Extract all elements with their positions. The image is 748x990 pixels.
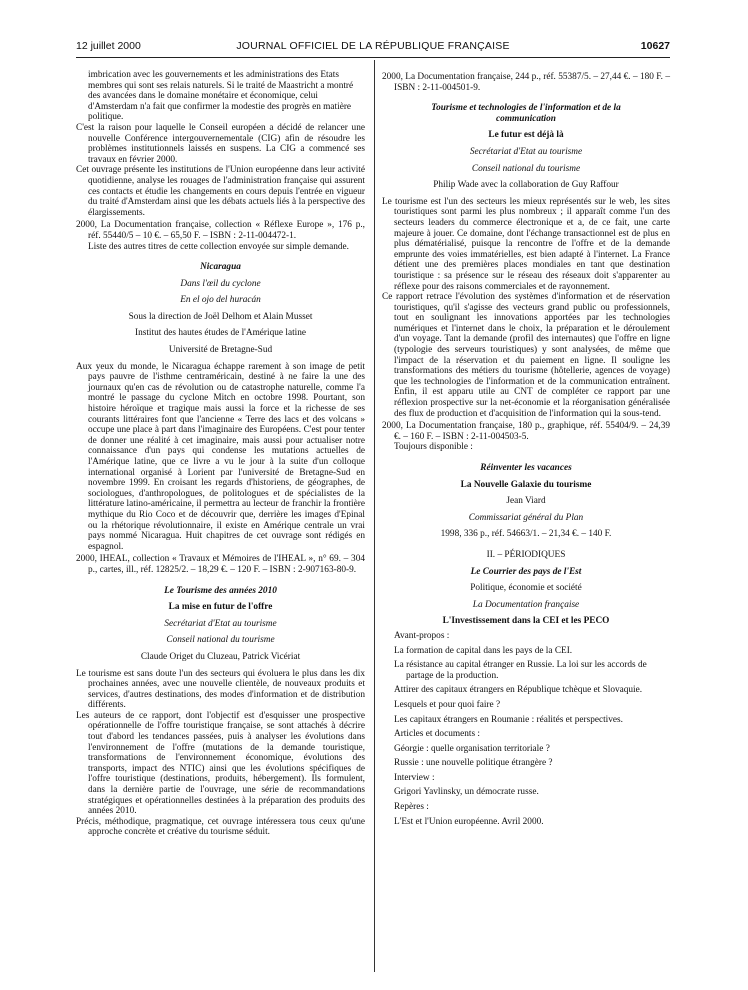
europe-paragraph: C'est la raison pour laquelle le Conseil européen a décidé de relancer une nouvelle Conférence intergouvernementale (CIG) afin de résoudre les problèmes institutionnels laissés en suspens. La CIG a commencé ses travaux en février 2000. [76, 122, 365, 165]
periodical-publisher: La Documentation française [472, 599, 580, 610]
page-header [76, 40, 670, 56]
contents-item: La résistance au capital étranger en Russie. La loi sur les accords de partage de la production. [394, 660, 647, 681]
periodical-issue: L'Investissement dans la CEI et les PECO [442, 616, 610, 627]
contents-item: Attirer des capitaux étrangers en République tchèque et Slovaquie. [394, 685, 643, 696]
europe-paragraph: imbrication avec les gouvernements et les administrations des Etats membres qui sont ses relais naturels. Si le traité de Maastricht a montré des avancées dans le domaine monétaire et économique, celui d'Amsterdam n'a fait que confirmer la modestie des progrès en matière politique. [88, 70, 354, 123]
europe-reference: 2000, La Documentation française, collection « Réflexe Europe », 176 p., réf. 55440/5 – 10 €. – 65,50 F. – ISBN : 2-11-004472-1. [76, 220, 365, 241]
tic-available: Toujours disponible : [394, 442, 473, 453]
tourisme-2010-subtitle: La mise en futur de l'offre [168, 602, 273, 613]
europe-paragraph: Cet ouvrage présente les institutions de l'Union européenne dans leur activité quotidienne, analyse les rouages de l'administration française qui assurent ces contacts et étudie les changements en cours depuis l'entrée en vigueur du traité d'Amsterdam ainsi que les débats actuels liés à la perspective des élargissements. [76, 165, 365, 218]
periodical-contents [382, 631, 670, 827]
top-reference: 2000, La Documentation française, 244 p., réf. 55387/5. – 27,44 €. – 180 F. – ISBN : 2-11-004501-9. [382, 72, 670, 93]
contents-item: La formation de capital dans les pays de la CEI. [394, 645, 573, 656]
contents-item: Les capitaux étrangers en Roumanie : réalités et perspectives. [394, 714, 623, 725]
tourisme-2010-council: Conseil national du tourisme [166, 635, 275, 646]
nicaragua-subtitle: Dans l'œil du cyclone [180, 278, 261, 289]
tic-secretariat: Secrétariat d'Etat au tourisme [469, 146, 583, 157]
tourisme-2010-title: Le Tourisme des années 2010 [164, 585, 277, 596]
contents-item: Interview : [394, 772, 435, 783]
tic-authors: Philip Wade avec la collaboration de Guy Raffour [433, 180, 619, 191]
header-date: 12 juillet 2000 [76, 40, 141, 52]
contents-item: Grigori Yavlinsky, un démocrate russe. [394, 787, 539, 798]
tourisme-2010-paragraph: Le tourisme est sans doute l'un des secteurs qui évoluera le plus dans les dix prochaines années, avec une nouvelle clientèle, de nouveaux produits et services, d'autres destinations, des modes d'information et de distribution différents. [76, 668, 365, 711]
tic-council: Conseil national du tourisme [471, 163, 581, 174]
vacances-subtitle: La Nouvelle Galaxie du tourisme [460, 479, 592, 490]
column-separator [374, 60, 375, 972]
contents-item: Articles et documents : [394, 729, 480, 740]
contents-item: Lesquels et pour quoi faire ? [394, 699, 501, 710]
nicaragua-reference: 2000, IHEAL, collection « Travaux et Mémoires de l'IHEAL », n° 69. – 304 p., cartes, ill., réf. 12825/2. – 18,29 €. – 120 F. – ISBN : 2-907163-80-9. [76, 554, 365, 575]
tic-paragraph: Ce rapport retrace l'évolution des systèmes d'information et de réservation touristiques, qu'il s'agisse des vecteurs grand public ou professionnels, tout en soulignant les innovations apportées par les technologies numériques et l'internet dans le choix, la préparation et le déroulement d'un voyage. Tant la demande (profil des internautes) que l'offre en ligne (typologie des serveurs touristiques) y sont analysées, de même que l'impact de la réservation et du paiement en ligne. Il souligne les transformations des métiers du tourisme (hôtellerie, agences de voyage) que les technologies de l'information et de la communication entraînent. Enfin, il est apparu utile au CNT de compléter ce rapport par une réflexion prospective sur la net-économie et la réorganisation généralisée des flux de production et d'acquisition de l'information qui la sous-tend. [382, 292, 670, 419]
periodical-title: Le Courrier des pays de l'Est [470, 566, 582, 577]
vacances-title: Réinventer les vacances [480, 463, 572, 473]
left-column [76, 70, 365, 838]
nicaragua-university: Université de Bretagne-Sud [168, 345, 273, 356]
europe-list-note: Liste des autres titres de cette collection envoyée sur simple demande. [88, 241, 349, 252]
nicaragua-direction: Sous la direction de Joël Delhom et Alain Musset [128, 311, 313, 322]
nicaragua-title: Nicaragua [200, 262, 241, 273]
contents-item: Avant-propos : [394, 630, 450, 641]
tic-paragraph: Le tourisme est l'un des secteurs les mieux représentés sur le web, les sites touristiques sont parmi les plus nombreux ; il apparaît comme l'un des secteurs leaders du commerce électronique et a, de ce fait, une carte majeure à jouer. Ce domaine, dont l'échange transactionnel est de plus en plus dématérialisé, puisque la rencontre de l'offre et de la demande emprunte des voies immatérielles, est bien adapté à l'internet. La France détient une des premières places mondiales en tant que destination touristique : sa présence sur le réseau des réseaux doit s'apparenter au réflexe pour des raisons commerciales et de rayonnement. [382, 196, 670, 292]
tic-subtitle: Le futur est déjà là [488, 130, 564, 141]
page-number: 10627 [640, 40, 670, 52]
vacances-reference: 1998, 336 p., réf. 54663/1. – 21,34 €. – 140 F. [440, 529, 612, 540]
tourisme-2010-paragraph: Précis, méthodique, pragmatique, cet ouvrage intéressera tous ceux qu'une approche concrète et créative du tourisme séduit. [76, 816, 365, 838]
header-title: JOURNAL OFFICIEL DE LA RÉPUBLIQUE FRANÇAISE [236, 40, 510, 52]
contents-item: Géorgie : quelle organisation territoriale ? [394, 743, 550, 754]
periodiques-heading: II. – PÉRIODIQUES [486, 549, 566, 560]
vacances-author: Jean Viard [506, 496, 546, 507]
right-column [382, 70, 670, 827]
tourisme-2010-secretariat: Secrétariat d'Etat au tourisme [164, 618, 277, 629]
header-rule [76, 57, 670, 58]
tic-reference: 2000, La Documentation française, 180 p., graphique, réf. 55404/9. – 24,39 €. – 160 F. – ISBN : 2-11-004503-5. [382, 421, 670, 442]
tic-title: Tourisme et technologies de l'information et de la communication [431, 103, 621, 124]
nicaragua-body: Aux yeux du monde, le Nicaragua échappe rarement à son image de petit pays pauvre de l'isthme centraméricain, destiné à ne faire la une des journaux qu'en cas de révolution ou de catastrophe naturelle, comme l'a montré le passage du cyclone Mitch en octobre 1998. Pourtant, son histoire héroïque et tragique mais aussi la force et la richesse de ses courants littéraires font que l'ancienne « Terre des lacs et des volcans » occupe une place à part dans l'imaginaire des Européens. C'est pour tenter de donner une réalité à cet imaginaire, mais aussi pour actualiser notre connaissance d'un pays qui condense les mutations actuelles de l'Amérique latine, que ce livre a vu le jour à la suite d'un colloque international organisé à Lorient par l'université de Bretagne-Sud en novembre 1999. En croisant les regards d'historiens, de géographes, de sociologues, d'anthropologues, de politologues et de spécialistes de la littérature latino-américaine, il permettra au lecteur de franchir la frontière mythique du Rio Coco et de découvrir que, derrière les images d'Epinal ou la rhétorique révolutionnaire, il existe en Amérique centrale un vrai pays nommé Nicaragua. Huit chapitres de cet ouvrage sont rédigés en espagnol. [76, 361, 365, 552]
vacances-commissariat: Commissariat général du Plan [468, 512, 584, 523]
contents-item: L'Est et l'Union européenne. Avril 2000. [394, 816, 544, 827]
nicaragua-subtitle-es: En el ojo del huracán [180, 295, 261, 306]
contents-item: Russie : une nouvelle politique étrangère ? [394, 758, 553, 769]
tourisme-2010-authors: Claude Origet du Cluzeau, Patrick Vicériat [140, 651, 301, 662]
nicaragua-institute: Institut des hautes études de l'Amérique latine [134, 328, 307, 339]
periodical-theme: Politique, économie et société [470, 583, 582, 594]
tourisme-2010-paragraph: Les auteurs de ce rapport, dont l'objectif est d'esquisser une prospective opérationnelle de l'offre touristique française, se sont attachés à décrire tout d'abord les tendances passées, puis à analyser les évolutions dans l'environnement de l'offre (mutations de la demande touristique, transformations de l'environnement économique, évolutions des transports, impact des NTIC) ainsi que les évolutions spécifiques de l'offre touristique (destinations, produits, hébergement). Ils formulent, dans la dernière partie de l'ouvrage, une série de recommandations stratégiques et opérationnelles destinées à la préparation des produits des années 2010. [76, 710, 365, 817]
contents-item: Repères : [394, 802, 429, 813]
